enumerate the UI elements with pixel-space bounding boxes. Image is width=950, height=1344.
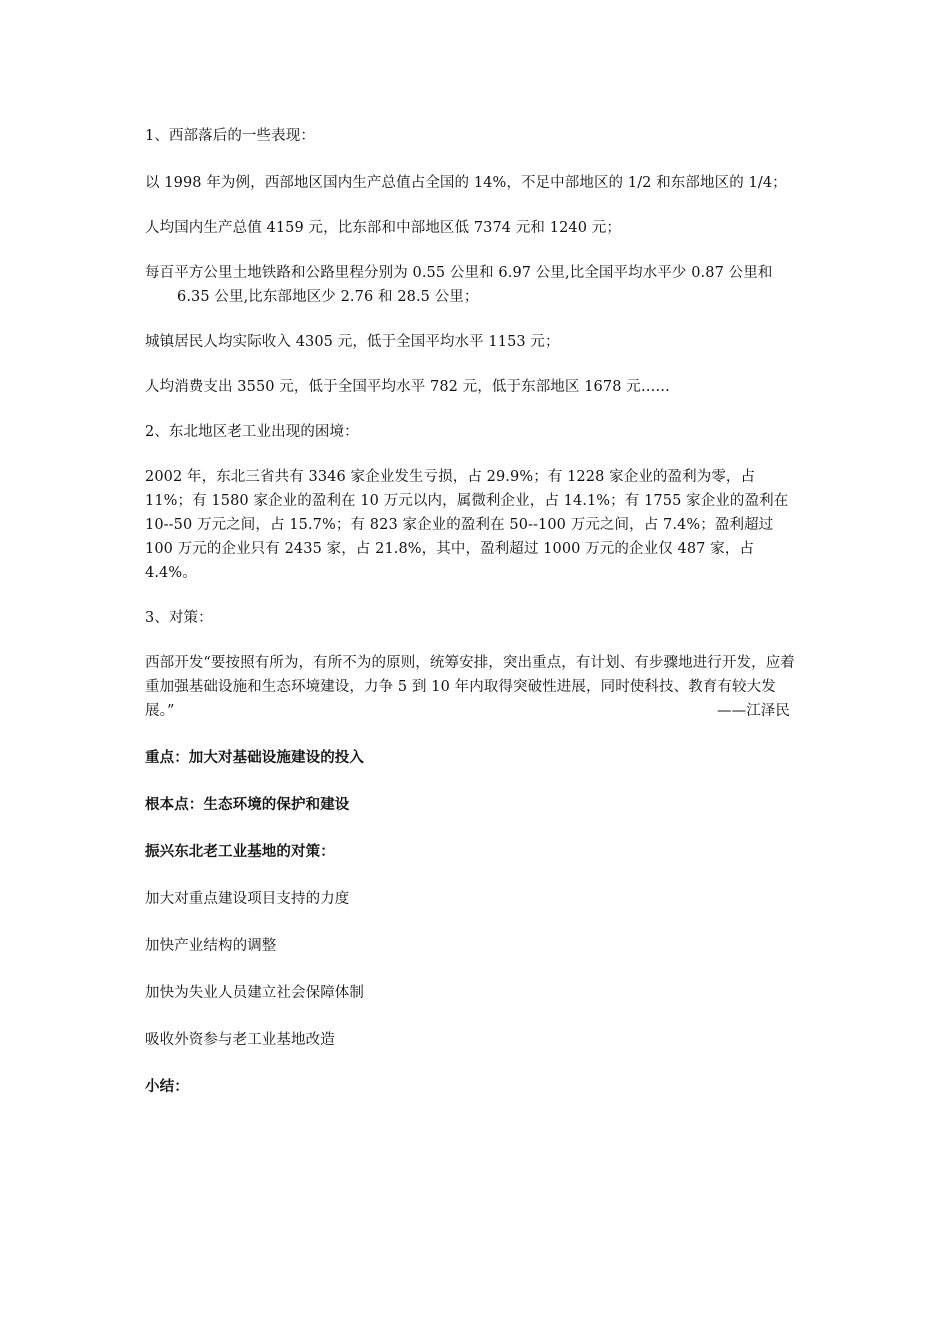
quote-author-name: ——江泽民 — [717, 703, 790, 719]
summary-heading: 小结： — [145, 1078, 189, 1095]
section1-heading: 1、西部落后的一些表现： — [145, 128, 315, 144]
measure-item: 加大对重点建设项目支持的力度 — [145, 891, 350, 907]
quote-text: 西部开发“要按照有所为，有所不为的原则，统筹安排，突出重点，有计划、有步骤地进行开发，应着重加强基础设施和生态环境建设，力争 5 到 10 年内取得突破性进展，同时使科技、教育有较大发展。” — [145, 655, 795, 719]
section1-paragraph-income: 城镇居民人均实际收入 4305 元，低于全国平均水平 1153 元； — [145, 334, 560, 350]
fundamental-point: 根本点：生态环境的保护和建设 — [145, 796, 350, 813]
section1-paragraph-gdp-per-capita: 人均国内生产总值 4159 元，比东部和中部地区低 7374 元和 1240 元； — [145, 220, 621, 236]
measure-item: 吸收外资参与老工业基地改造 — [145, 1032, 335, 1048]
section1-paragraph-consumption: 人均消费支出 3550 元，低于全国平均水平 782 元，低于东部地区 1678 元…… — [145, 379, 671, 395]
section3-heading: 3、对策： — [145, 610, 213, 626]
key-point: 重点：加大对基础设施建设的投入 — [145, 749, 364, 766]
quote-block — [145, 651, 805, 723]
section1-paragraph-railways: 每百平方公里土地铁路和公路里程分别为 0.55 公里和 6.97 公里,比全国平均水平少 0.87 公里和 6.35 公里,比东部地区少 2.76 和 28.5 公里； — [145, 265, 773, 305]
measure-item: 加快为失业人员建立社会保障体制 — [145, 985, 364, 1001]
section1-paragraph-gdp-share: 以 1998 年为例，西部地区国内生产总值占全国的 14%，不足中部地区的 1/2 和东部地区的 1/4； — [145, 175, 787, 191]
document-page — [145, 124, 805, 1099]
northeast-measures-heading: 振兴东北老工业基地的对策： — [145, 843, 335, 860]
section2-heading: 2、东北地区老工业出现的困境： — [145, 424, 359, 440]
section2-paragraph-enterprises: 2002 年，东北三省共有 3346 家企业发生亏损，占 29.9%；有 1228 家企业的盈利为零，占 11%；有 1580 家企业的盈利在 10 万元以内，属微利企业，占 14.1%；有 1755 家企业的盈利在 10--50 万元之间，占 15.7%；有 823 家企业的盈利在 50--100 万元之间，占 7.4%；盈利超过 100 万元的企业只有 2435 家，占 21.8%，其中，盈利超过 1000 万元的企业仅 487 家，占 4.4%。 — [145, 469, 789, 581]
measure-item: 加快产业结构的调整 — [145, 938, 277, 954]
